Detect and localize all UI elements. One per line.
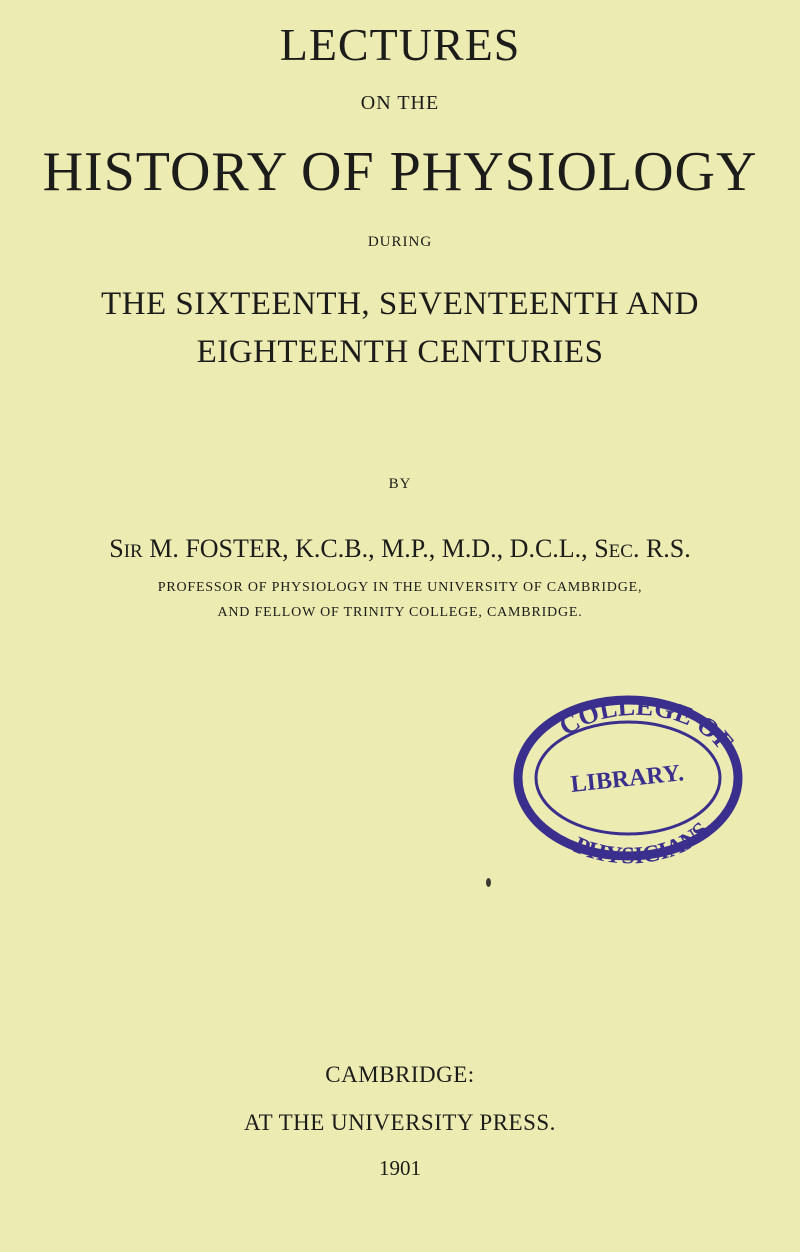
imprint-city: CAMBRIDGE: (325, 1062, 475, 1087)
affiliation-line1: PROFESSOR OF PHYSIOLOGY IN THE UNIVERSITY OF CAMBRIDGE, (157, 580, 643, 595)
stamp-center-text: LIBRARY. (569, 760, 686, 798)
paper-speck (486, 878, 491, 887)
author-sir-initial: S (109, 534, 124, 563)
by-label: BY (388, 476, 412, 492)
stamp-bottom-text: PHYSICIANS (569, 817, 715, 868)
imprint-press: AT THE UNIVERSITY PRESS. (244, 1110, 556, 1135)
author-frs: . R.S. (632, 534, 691, 563)
author-line (0, 534, 800, 564)
author-sec-initial: S (594, 534, 609, 563)
title-centuries-line2: EIGHTEENTH CENTURIES (196, 334, 604, 370)
author-name: M. FOSTER, K.C.B., M.P., M.D., D.C.L., (149, 534, 595, 563)
title-centuries-line1: THE SIXTEENTH, SEVENTEENTH AND (101, 286, 699, 322)
library-stamp (508, 688, 748, 868)
title-lectures: LECTURES (279, 19, 521, 70)
title-during: DURING (367, 234, 433, 250)
affiliation-line2: AND FELLOW OF TRINITY COLLEGE, CAMBRIDGE. (217, 605, 583, 620)
author-sir-rest: IR (123, 541, 143, 562)
author-sec-rest: EC (608, 541, 633, 562)
stamp-top-text: COLLEGE OF (553, 691, 740, 757)
title-on-the: ON THE (360, 92, 440, 114)
imprint-year: 1901 (379, 1156, 421, 1180)
title-history-of-physiology: HISTORY OF PHYSIOLOGY (42, 141, 758, 203)
